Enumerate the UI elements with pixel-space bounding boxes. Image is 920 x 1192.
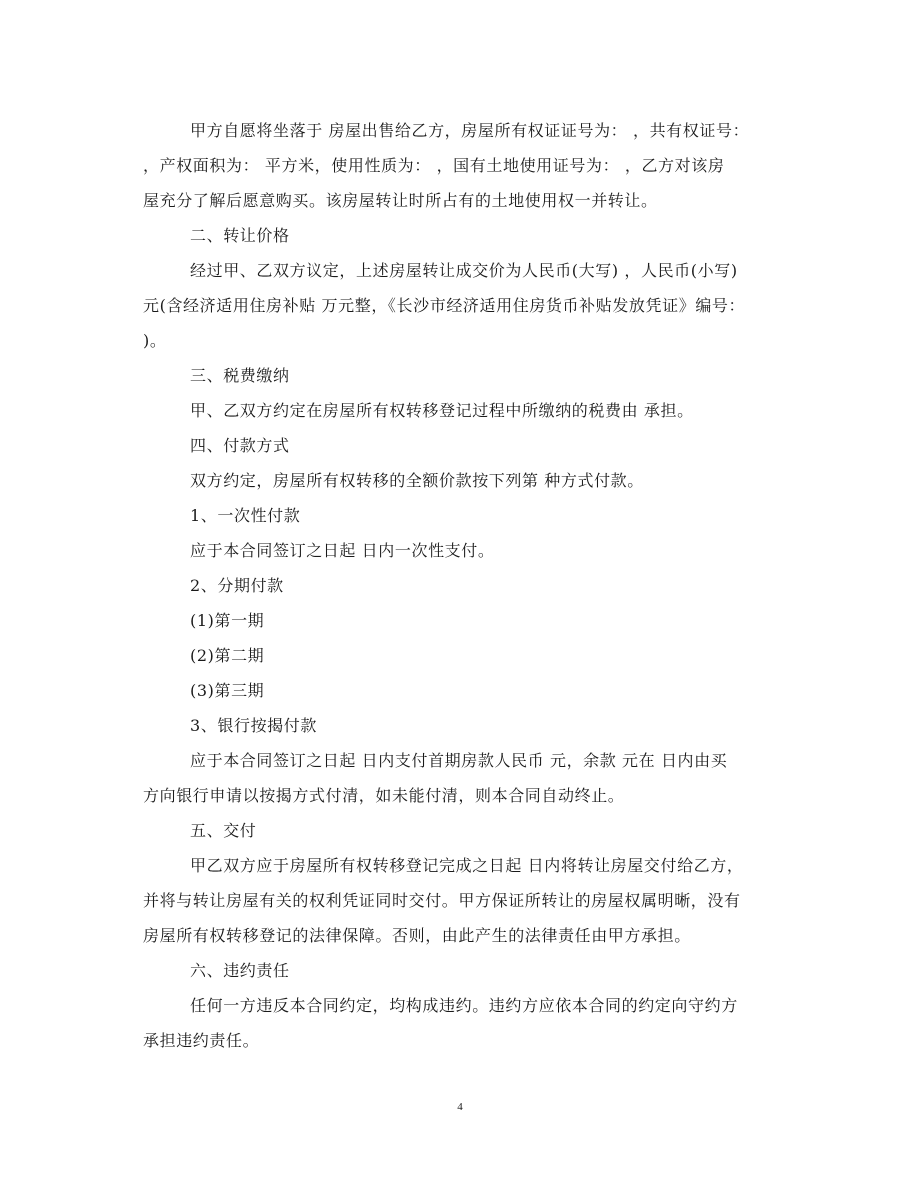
text-line-2: ，产权面积为： 平方米，使用性质为： ，国有土地使用证号为： ，乙方对该房 <box>143 156 725 175</box>
section-heading-breach: 六、违约责任 <box>190 961 290 980</box>
text-line-11: 双方约定，房屋所有权转移的全额价款按下列第 种方式付款。 <box>190 471 644 490</box>
section-heading-delivery: 五、交付 <box>190 821 257 840</box>
text-line-1: 甲方自愿将坐落于 房屋出售给乙方，房屋所有权证证号为： ，共有权证号： <box>190 121 750 140</box>
text-line-19: 应于本合同签订之日起 日内支付首期房款人民币 元，余款 元在 日内由买 <box>190 751 728 770</box>
text-line-23: 并将与转让房屋有关的权利凭证同时交付。甲方保证所转让的房屋权属明晰，没有 <box>143 891 741 910</box>
text-line-27: 承担违约责任。 <box>143 1031 260 1050</box>
installment-1: (1)第一期 <box>190 611 265 630</box>
installment-3: (3)第三期 <box>190 681 265 700</box>
subheading-installment: 2、分期付款 <box>190 576 284 595</box>
text-line-6: 元(含经济适用住房补贴 万元整，《长沙市经济适用住房货币补贴发放凭证》编号： <box>143 296 746 315</box>
text-line-20: 方向银行申请以按揭方式付清，如未能付清，则本合同自动终止。 <box>143 786 625 805</box>
subheading-mortgage: 3、银行按揭付款 <box>190 716 317 735</box>
text-line-13: 应于本合同签订之日起 日内一次性支付。 <box>190 541 495 560</box>
text-line-24: 房屋所有权转移登记的法律保障。否则，由此产生的法律责任由甲方承担。 <box>143 926 691 945</box>
subheading-lump-sum: 1、一次性付款 <box>190 506 301 525</box>
text-line-3: 屋充分了解后愿意购买。该房屋转让时所占有的土地使用权一并转让。 <box>143 191 658 210</box>
section-heading-payment: 四、付款方式 <box>190 436 290 455</box>
installment-2: (2)第二期 <box>190 646 265 665</box>
text-line-7: )。 <box>143 331 167 350</box>
text-line-22: 甲乙双方应于房屋所有权转移登记完成之日起 日内将转让房屋交付给乙方， <box>190 856 744 875</box>
section-heading-tax: 三、税费缴纳 <box>190 366 290 385</box>
text-line-26: 任何一方违反本合同约定，均构成违约。违约方应依本合同的约定向守约方 <box>190 996 738 1015</box>
page-number: 4 <box>457 1101 463 1113</box>
text-line-9: 甲、乙双方约定在房屋所有权转移登记过程中所缴纳的税费由 承担。 <box>190 401 694 420</box>
section-heading-price: 二、转让价格 <box>190 226 290 245</box>
text-line-5: 经过甲、乙双方议定，上述房屋转让成交价为人民币(大写) ，人民币(小写) <box>190 261 738 280</box>
